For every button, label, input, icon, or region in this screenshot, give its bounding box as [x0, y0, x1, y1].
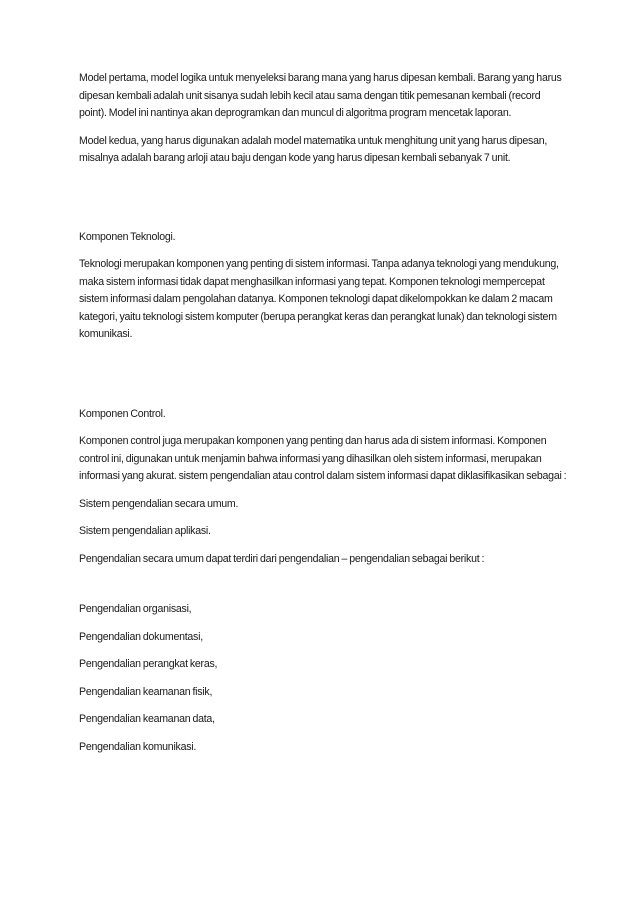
paragraph-pengendalian-intro: Pengendalian secara umum dapat terdiri dari pengendalian – pengendalian sebagai berikut : — [79, 552, 485, 565]
paragraph-model-pertama: Model pertama, model logika untuk menyeleksi barang mana yang harus dipesan kembali. Barang yang harus dipesan kembali adalah unit sisanya sudah lebih kecil atau sama dengan titik pemesanan kembali (record point). Model ini nantinya akan deprogramkan dan muncul di algoritma program mencetak laporan. — [79, 72, 562, 119]
heading-komponen-control: Komponen Control. — [79, 407, 166, 420]
list-item-keamanan-fisik: Pengendalian keamanan fisik, — [79, 685, 213, 698]
paragraph-model-kedua: Model kedua, yang harus digunakan adalah model matematika untuk menghitung unit yang harus dipesan, misalnya adalah barang arloji atau baju dengan kode yang harus dipesan kembali sebanyak 7 unit. — [79, 134, 548, 164]
list-item-dokumentasi: Pengendalian dokumentasi, — [79, 630, 203, 643]
paragraph-teknologi: Teknologi merupakan komponen yang penting di sistem informasi. Tanpa adanya teknologi yang mendukung, maka sistem informasi tidak dapat menghasilkan informasi yang tepat. Komponen teknologi mempercepat sistem informasi dalam pengolahan datanya. Komponen teknologi dapat dikelompokkan ke dalam 2 macam kategori, yaitu teknologi sistem komputer (berupa perangkat keras dan perangkat lunak) dan teknologi sistem komunikasi. — [79, 258, 559, 340]
list-item-perangkat-keras: Pengendalian perangkat keras, — [79, 658, 218, 670]
heading-komponen-teknologi: Komponen Teknologi. — [79, 230, 176, 243]
list-item-komunikasi: Pengendalian komunikasi. — [79, 740, 197, 753]
document-page — [79, 70, 569, 756]
paragraph-sistem-umum: Sistem pengendalian secara umum. — [79, 497, 239, 510]
list-item-organisasi: Pengendalian organisasi, — [79, 603, 192, 615]
paragraph-sistem-aplikasi: Sistem pengendalian aplikasi. — [79, 525, 211, 537]
list-item-keamanan-data: Pengendalian keamanan data, — [79, 713, 215, 725]
paragraph-control: Komponen control juga merupakan komponen yang penting dan harus ada di sistem informasi. Komponen control ini, digunakan untuk menjamin bahwa informasi yang dihasilkan oleh sistem informasi, merupakan informasi yang akurat. sistem pengendalian atau control dalam sistem informasi dapat diklasifikasikan sebagai : — [79, 435, 567, 482]
